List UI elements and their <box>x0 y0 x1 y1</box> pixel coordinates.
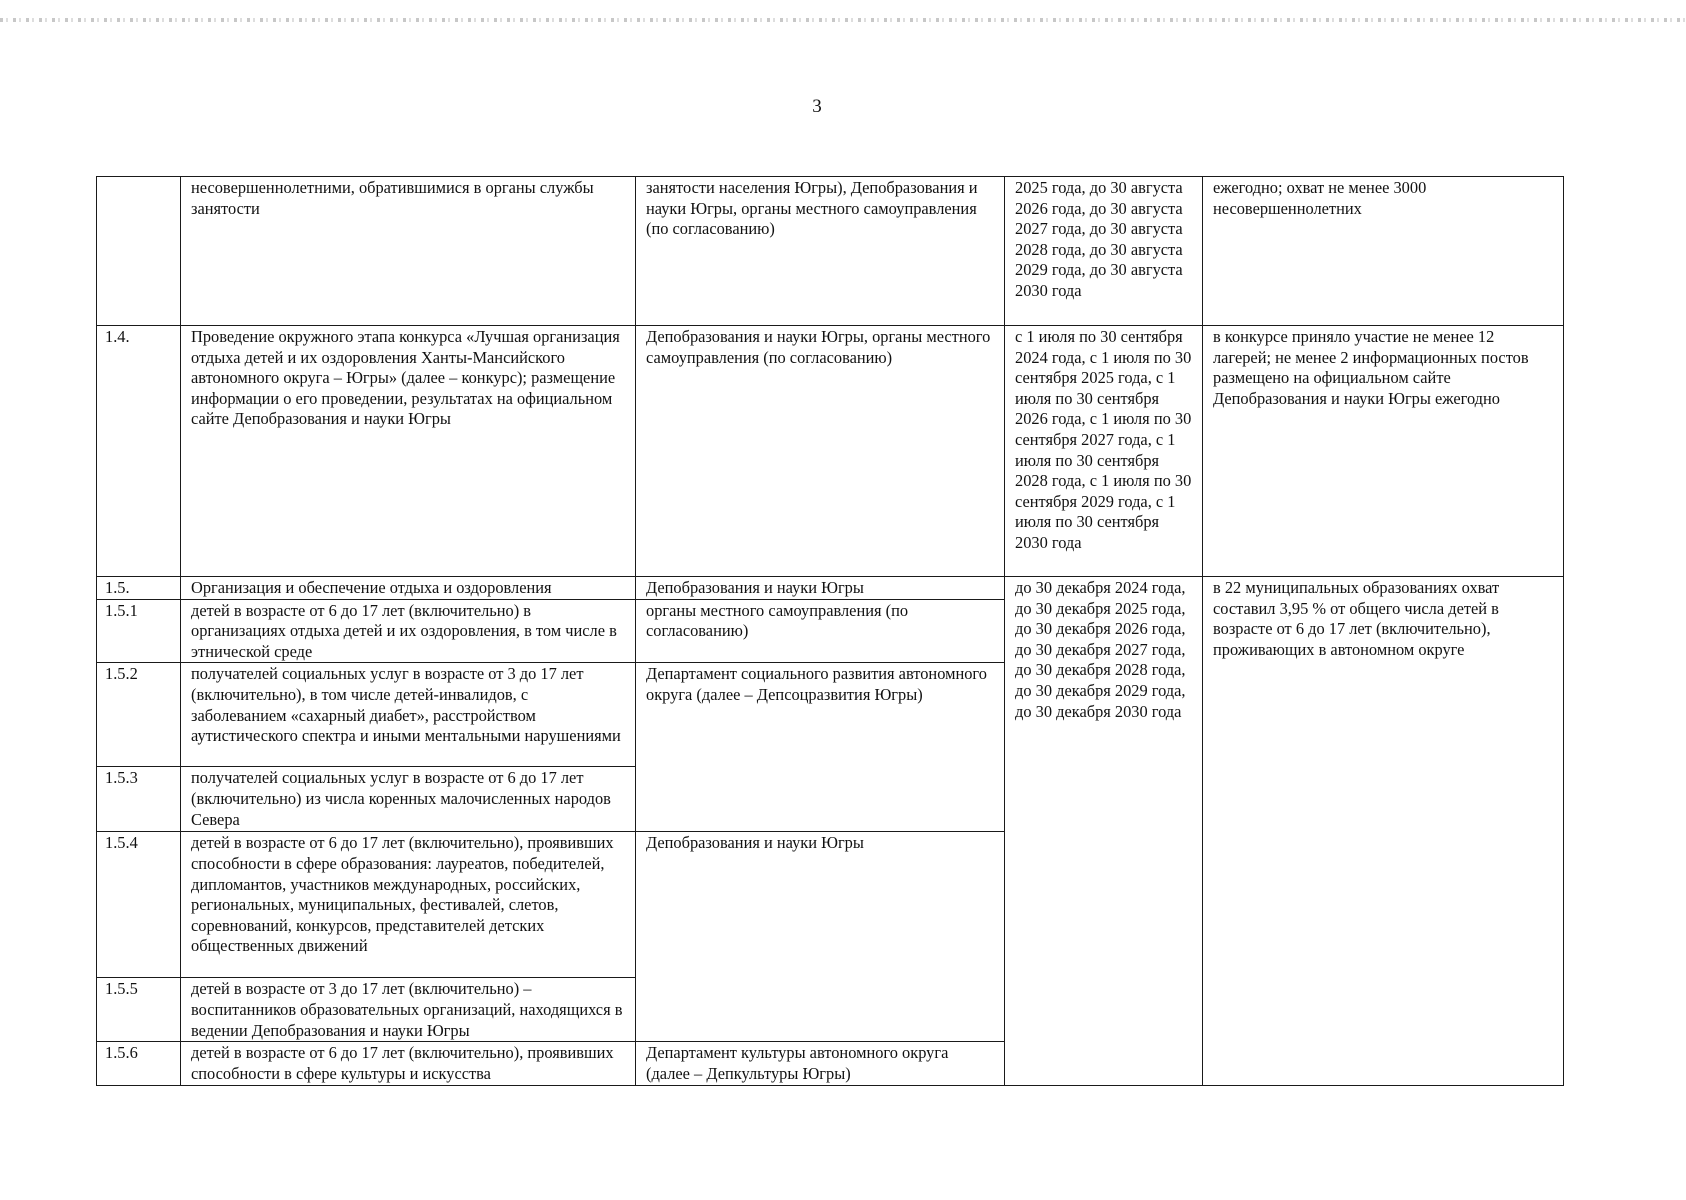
row-number: 1.5. <box>97 577 181 600</box>
table-row-continued <box>97 177 1564 326</box>
activity-cell: детей в возрасте от 3 до 17 лет (включительно) – воспитанников образовательных организаций, находящихся в ведении Депобразования и науки Югры <box>181 978 636 1042</box>
result-cell: ежегодно; охват не менее 3000 несовершеннолетних <box>1203 177 1564 326</box>
activities-table <box>96 176 1564 1086</box>
row-number: 1.5.5 <box>97 978 181 1042</box>
row-number: 1.5.4 <box>97 832 181 978</box>
responsible-cell: Депобразования и науки Югры, органы местного самоуправления (по согласованию) <box>636 326 1005 577</box>
responsible-cell: Департамент социального развития автономного округа (далее – Депсоцразвития Югры) <box>636 663 1005 832</box>
activity-cell: детей в возрасте от 6 до 17 лет (включительно) в организациях отдыха детей и их оздоровления, в том числе в этнической среде <box>181 599 636 663</box>
activity-cell: получателей социальных услуг в возрасте от 3 до 17 лет (включительно), в том числе детей-инвалидов, с заболеванием «сахарный диабет», расстройством аутистического спектра и иными ментальными нарушениями <box>181 663 636 767</box>
scan-edge-artifact <box>0 18 1686 22</box>
page-number: 3 <box>812 96 822 117</box>
result-cell: в 22 муниципальных образованиях охват составил 3,95 % от общего числа детей в возрасте от 6 до 17 лет (включительно), проживающих в автономном округе <box>1203 577 1564 1086</box>
result-cell: в конкурсе приняло участие не менее 12 лагерей; не менее 2 информационных постов размещено на официальном сайте Депобразования и науки Югры ежегодно <box>1203 326 1564 577</box>
activity-cell: детей в возрасте от 6 до 17 лет (включительно), проявивших способности в сфере образования: лауреатов, победителей, дипломантов, участников международных, российских, региональных, муниципальных, фестивалей, слетов, соревнований, конкурсов, представителей детских общественных движений <box>181 832 636 978</box>
table-row-1-5 <box>97 577 1564 600</box>
table-row-1-4 <box>97 326 1564 577</box>
deadline-cell: с 1 июля по 30 сентября 2024 года, с 1 июля по 30 сентября 2025 года, с 1 июля по 30 сентября 2026 года, с 1 июля по 30 сентября 2027 года, с 1 июля по 30 сентября 2028 года, с 1 июля по 30 сентября 2029 года, с 1 июля по 30 сентября 2030 года <box>1005 326 1203 577</box>
activity-cell: Организация и обеспечение отдыха и оздоровления <box>181 577 636 600</box>
activity-cell: Проведение окружного этапа конкурса «Лучшая организация отдыха детей и их оздоровления Ханты-Мансийского автономного округа – Югры» (далее – конкурс); размещение информации о его проведении, результатах на официальном сайте Депобразования и науки Югры <box>181 326 636 577</box>
activity-cell: получателей социальных услуг в возрасте от 6 до 17 лет (включительно) из числа коренных малочисленных народов Севера <box>181 767 636 832</box>
row-number: 1.4. <box>97 326 181 577</box>
row-number: 1.5.1 <box>97 599 181 663</box>
row-number: 1.5.6 <box>97 1042 181 1086</box>
row-number: 1.5.2 <box>97 663 181 767</box>
activity-cell: несовершеннолетними, обратившимися в органы службы занятости <box>181 177 636 326</box>
deadline-cell: до 30 декабря 2024 года, до 30 декабря 2025 года, до 30 декабря 2026 года, до 30 декабря 2027 года, до 30 декабря 2028 года, до 30 декабря 2029 года, до 30 декабря 2030 года <box>1005 577 1203 1086</box>
responsible-cell: Департамент культуры автономного округа (далее – Депкультуры Югры) <box>636 1042 1005 1086</box>
activity-cell: детей в возрасте от 6 до 17 лет (включительно), проявивших способности в сфере культуры и искусства <box>181 1042 636 1086</box>
row-number: 1.5.3 <box>97 767 181 832</box>
deadline-cell: 2025 года, до 30 августа 2026 года, до 30 августа 2027 года, до 30 августа 2028 года, до 30 августа 2029 года, до 30 августа 2030 года <box>1005 177 1203 326</box>
row-number <box>97 177 181 326</box>
responsible-cell: органы местного самоуправления (по согласованию) <box>636 599 1005 663</box>
responsible-cell: Депобразования и науки Югры <box>636 577 1005 600</box>
responsible-cell: занятости населения Югры), Депобразования и науки Югры, органы местного самоуправления (по согласованию) <box>636 177 1005 326</box>
responsible-cell: Депобразования и науки Югры <box>636 832 1005 1042</box>
